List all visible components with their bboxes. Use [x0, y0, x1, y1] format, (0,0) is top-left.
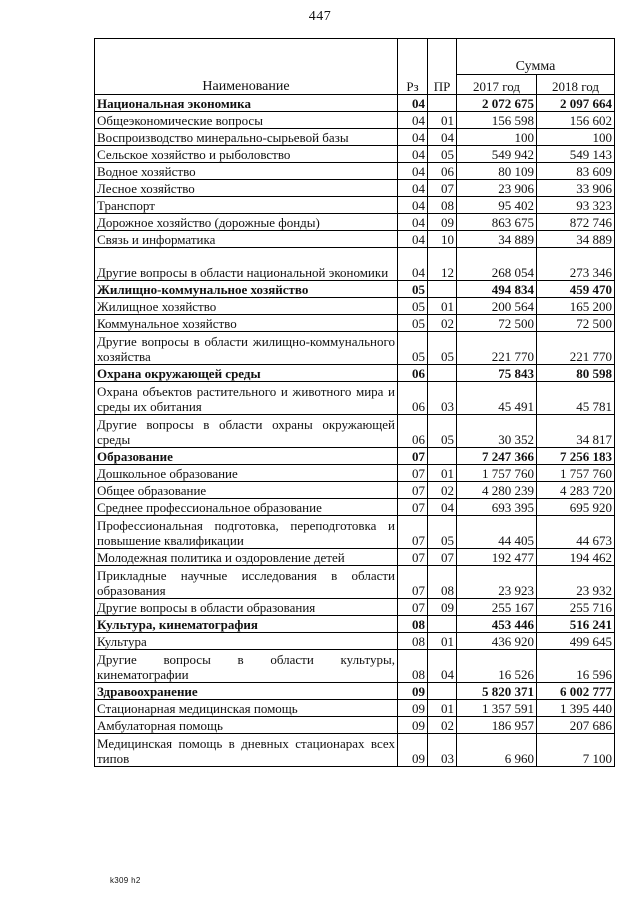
row-sum-2018: 23 932 — [537, 566, 615, 599]
row-sum-2017: 156 598 — [457, 112, 537, 129]
table-row — [95, 163, 615, 180]
row-sum-2018: 194 462 — [537, 549, 615, 566]
row-sum-2018: 72 500 — [537, 315, 615, 332]
row-rz: 08 — [398, 633, 428, 650]
row-sum-2018: 156 602 — [537, 112, 615, 129]
row-name: Молодежная политика и оздоровление детей — [95, 549, 398, 566]
header-year-2018: 2018 год — [537, 75, 615, 95]
row-sum-2017: 75 843 — [457, 365, 537, 382]
row-pr: 02 — [428, 717, 457, 734]
header-sum: Сумма — [457, 39, 615, 75]
table-row — [95, 298, 615, 315]
table-row — [95, 700, 615, 717]
row-sum-2018: 516 241 — [537, 616, 615, 633]
table-row — [95, 482, 615, 499]
table-row — [95, 566, 615, 599]
table-row — [95, 332, 615, 365]
row-sum-2018: 93 323 — [537, 197, 615, 214]
row-sum-2017: 221 770 — [457, 332, 537, 365]
row-sum-2018: 695 920 — [537, 499, 615, 516]
row-sum-2017: 200 564 — [457, 298, 537, 315]
row-sum-2017: 30 352 — [457, 415, 537, 448]
row-name: Общее образование — [95, 482, 398, 499]
row-rz: 05 — [398, 332, 428, 365]
row-pr: 09 — [428, 214, 457, 231]
section-row — [95, 683, 615, 700]
row-sum-2017: 863 675 — [457, 214, 537, 231]
row-rz: 06 — [398, 415, 428, 448]
row-sum-2018: 100 — [537, 129, 615, 146]
row-sum-2018: 34 817 — [537, 415, 615, 448]
row-rz: 04 — [398, 112, 428, 129]
row-sum-2017: 72 500 — [457, 315, 537, 332]
row-sum-2018: 872 746 — [537, 214, 615, 231]
row-rz: 04 — [398, 180, 428, 197]
row-pr: 04 — [428, 650, 457, 683]
row-name: Общеэкономические вопросы — [95, 112, 398, 129]
row-rz: 08 — [398, 650, 428, 683]
row-pr: 02 — [428, 315, 457, 332]
row-sum-2017: 100 — [457, 129, 537, 146]
row-name: Другие вопросы в области образования — [95, 599, 398, 616]
row-sum-2018: 80 598 — [537, 365, 615, 382]
row-rz: 09 — [398, 717, 428, 734]
row-name: Культура — [95, 633, 398, 650]
row-name: Коммунальное хозяйство — [95, 315, 398, 332]
row-rz: 04 — [398, 146, 428, 163]
row-sum-2018: 4 283 720 — [537, 482, 615, 499]
row-sum-2018: 2 097 664 — [537, 95, 615, 112]
row-sum-2018: 45 781 — [537, 382, 615, 415]
row-sum-2017: 1 357 591 — [457, 700, 537, 717]
row-sum-2017: 693 395 — [457, 499, 537, 516]
table-row — [95, 465, 615, 482]
row-sum-2018: 33 906 — [537, 180, 615, 197]
row-sum-2017: 453 446 — [457, 616, 537, 633]
row-pr: 01 — [428, 700, 457, 717]
row-sum-2018: 34 889 — [537, 231, 615, 248]
row-sum-2017: 23 906 — [457, 180, 537, 197]
row-rz: 07 — [398, 482, 428, 499]
row-rz: 07 — [398, 549, 428, 566]
row-name: Охрана окружающей среды — [95, 365, 398, 382]
header-name: Наименование — [95, 39, 398, 95]
table-row — [95, 650, 615, 683]
row-sum-2017: 23 923 — [457, 566, 537, 599]
row-sum-2017: 44 405 — [457, 516, 537, 549]
row-sum-2017: 16 526 — [457, 650, 537, 683]
row-sum-2017: 5 820 371 — [457, 683, 537, 700]
table-row — [95, 599, 615, 616]
table-row — [95, 129, 615, 146]
row-name: Национальная экономика — [95, 95, 398, 112]
row-sum-2018: 165 200 — [537, 298, 615, 315]
row-rz: 07 — [398, 499, 428, 516]
row-rz: 07 — [398, 599, 428, 616]
row-name: Связь и информатика — [95, 231, 398, 248]
row-pr: 01 — [428, 633, 457, 650]
row-rz: 05 — [398, 281, 428, 298]
row-rz: 07 — [398, 566, 428, 599]
table-row — [95, 633, 615, 650]
row-rz: 05 — [398, 315, 428, 332]
row-pr: 08 — [428, 197, 457, 214]
row-rz: 07 — [398, 516, 428, 549]
row-rz: 04 — [398, 231, 428, 248]
table-row — [95, 549, 615, 566]
row-rz: 04 — [398, 197, 428, 214]
table-row — [95, 516, 615, 549]
row-name: Дошкольное образование — [95, 465, 398, 482]
row-rz: 04 — [398, 129, 428, 146]
row-pr: 12 — [428, 248, 457, 281]
header-year-2017: 2017 год — [457, 75, 537, 95]
row-pr — [428, 281, 457, 298]
row-sum-2018: 83 609 — [537, 163, 615, 180]
row-name: Профессиональная подготовка, переподготовка и повышение квалификации — [95, 516, 398, 549]
row-sum-2017: 45 491 — [457, 382, 537, 415]
row-sum-2018: 459 470 — [537, 281, 615, 298]
row-rz: 08 — [398, 616, 428, 633]
row-name: Другие вопросы в области культуры, кинематографии — [95, 650, 398, 683]
table-row — [95, 180, 615, 197]
row-rz: 09 — [398, 700, 428, 717]
row-sum-2018: 7 256 183 — [537, 448, 615, 465]
row-pr: 05 — [428, 415, 457, 448]
row-sum-2017: 7 247 366 — [457, 448, 537, 465]
row-pr — [428, 683, 457, 700]
section-row — [95, 365, 615, 382]
row-pr: 05 — [428, 332, 457, 365]
row-name: Другие вопросы в области жилищно-коммунального хозяйства — [95, 332, 398, 365]
row-sum-2018: 221 770 — [537, 332, 615, 365]
row-name: Медицинская помощь в дневных стационарах всех типов — [95, 734, 398, 767]
table-row — [95, 315, 615, 332]
row-sum-2018: 499 645 — [537, 633, 615, 650]
row-sum-2017: 268 054 — [457, 248, 537, 281]
row-sum-2017: 34 889 — [457, 231, 537, 248]
row-rz: 04 — [398, 163, 428, 180]
row-sum-2017: 186 957 — [457, 717, 537, 734]
row-pr: 03 — [428, 734, 457, 767]
row-rz: 09 — [398, 683, 428, 700]
table-row — [95, 415, 615, 448]
table-row — [95, 734, 615, 767]
row-name: Лесное хозяйство — [95, 180, 398, 197]
row-pr: 04 — [428, 129, 457, 146]
row-pr: 01 — [428, 465, 457, 482]
row-name: Прикладные научные исследования в области образования — [95, 566, 398, 599]
row-sum-2018: 16 596 — [537, 650, 615, 683]
section-row — [95, 281, 615, 298]
section-row — [95, 616, 615, 633]
row-sum-2018: 6 002 777 — [537, 683, 615, 700]
row-sum-2018: 273 346 — [537, 248, 615, 281]
row-pr: 06 — [428, 163, 457, 180]
row-sum-2017: 494 834 — [457, 281, 537, 298]
row-sum-2018: 7 100 — [537, 734, 615, 767]
row-sum-2018: 207 686 — [537, 717, 615, 734]
row-sum-2017: 95 402 — [457, 197, 537, 214]
row-name: Среднее профессиональное образование — [95, 499, 398, 516]
row-rz: 09 — [398, 734, 428, 767]
table-row — [95, 499, 615, 516]
row-name: Культура, кинематография — [95, 616, 398, 633]
section-row — [95, 95, 615, 112]
row-pr: 01 — [428, 112, 457, 129]
row-name: Сельское хозяйство и рыболовство — [95, 146, 398, 163]
row-sum-2018: 1 757 760 — [537, 465, 615, 482]
row-name: Здравоохранение — [95, 683, 398, 700]
row-pr: 07 — [428, 180, 457, 197]
row-pr — [428, 365, 457, 382]
row-sum-2017: 255 167 — [457, 599, 537, 616]
table-row — [95, 214, 615, 231]
row-sum-2017: 436 920 — [457, 633, 537, 650]
row-sum-2018: 1 395 440 — [537, 700, 615, 717]
row-sum-2018: 549 143 — [537, 146, 615, 163]
row-pr: 05 — [428, 516, 457, 549]
row-name: Дорожное хозяйство (дорожные фонды) — [95, 214, 398, 231]
row-sum-2017: 6 960 — [457, 734, 537, 767]
table-row — [95, 146, 615, 163]
row-sum-2018: 44 673 — [537, 516, 615, 549]
row-name: Транспорт — [95, 197, 398, 214]
row-name: Водное хозяйство — [95, 163, 398, 180]
table-row — [95, 717, 615, 734]
row-name: Жилищно-коммунальное хозяйство — [95, 281, 398, 298]
row-name: Стационарная медицинская помощь — [95, 700, 398, 717]
table-body — [95, 95, 615, 767]
row-name: Другие вопросы в области охраны окружающей среды — [95, 415, 398, 448]
row-name: Амбулаторная помощь — [95, 717, 398, 734]
row-sum-2017: 549 942 — [457, 146, 537, 163]
row-sum-2017: 80 109 — [457, 163, 537, 180]
row-sum-2018: 255 716 — [537, 599, 615, 616]
row-name: Другие вопросы в области национальной экономики — [95, 248, 398, 281]
table-row — [95, 382, 615, 415]
row-name: Охрана объектов растительного и животного мира и среды их обитания — [95, 382, 398, 415]
row-rz: 07 — [398, 465, 428, 482]
row-rz: 04 — [398, 248, 428, 281]
row-sum-2017: 192 477 — [457, 549, 537, 566]
row-name: Образование — [95, 448, 398, 465]
row-pr: 05 — [428, 146, 457, 163]
row-rz: 06 — [398, 365, 428, 382]
section-row — [95, 448, 615, 465]
row-sum-2017: 4 280 239 — [457, 482, 537, 499]
row-pr: 03 — [428, 382, 457, 415]
row-rz: 04 — [398, 95, 428, 112]
page-number: 447 — [308, 9, 332, 24]
row-pr: 10 — [428, 231, 457, 248]
row-pr — [428, 448, 457, 465]
table-row — [95, 197, 615, 214]
row-pr — [428, 95, 457, 112]
row-name: Воспроизводство минерально-сырьевой базы — [95, 129, 398, 146]
table-row — [95, 112, 615, 129]
row-name: Жилищное хозяйство — [95, 298, 398, 315]
header-pr: ПР — [428, 39, 457, 95]
row-pr: 08 — [428, 566, 457, 599]
row-rz: 05 — [398, 298, 428, 315]
row-pr: 01 — [428, 298, 457, 315]
row-pr: 04 — [428, 499, 457, 516]
row-pr — [428, 616, 457, 633]
row-rz: 06 — [398, 382, 428, 415]
row-rz: 07 — [398, 448, 428, 465]
row-rz: 04 — [398, 214, 428, 231]
table-row — [95, 248, 615, 281]
table-row — [95, 231, 615, 248]
header-rz: Рз — [398, 39, 428, 95]
row-sum-2017: 1 757 760 — [457, 465, 537, 482]
row-sum-2017: 2 072 675 — [457, 95, 537, 112]
row-pr: 02 — [428, 482, 457, 499]
footer-code: k309 h2 — [110, 876, 141, 885]
row-pr: 07 — [428, 549, 457, 566]
row-pr: 09 — [428, 599, 457, 616]
budget-table — [94, 38, 615, 767]
